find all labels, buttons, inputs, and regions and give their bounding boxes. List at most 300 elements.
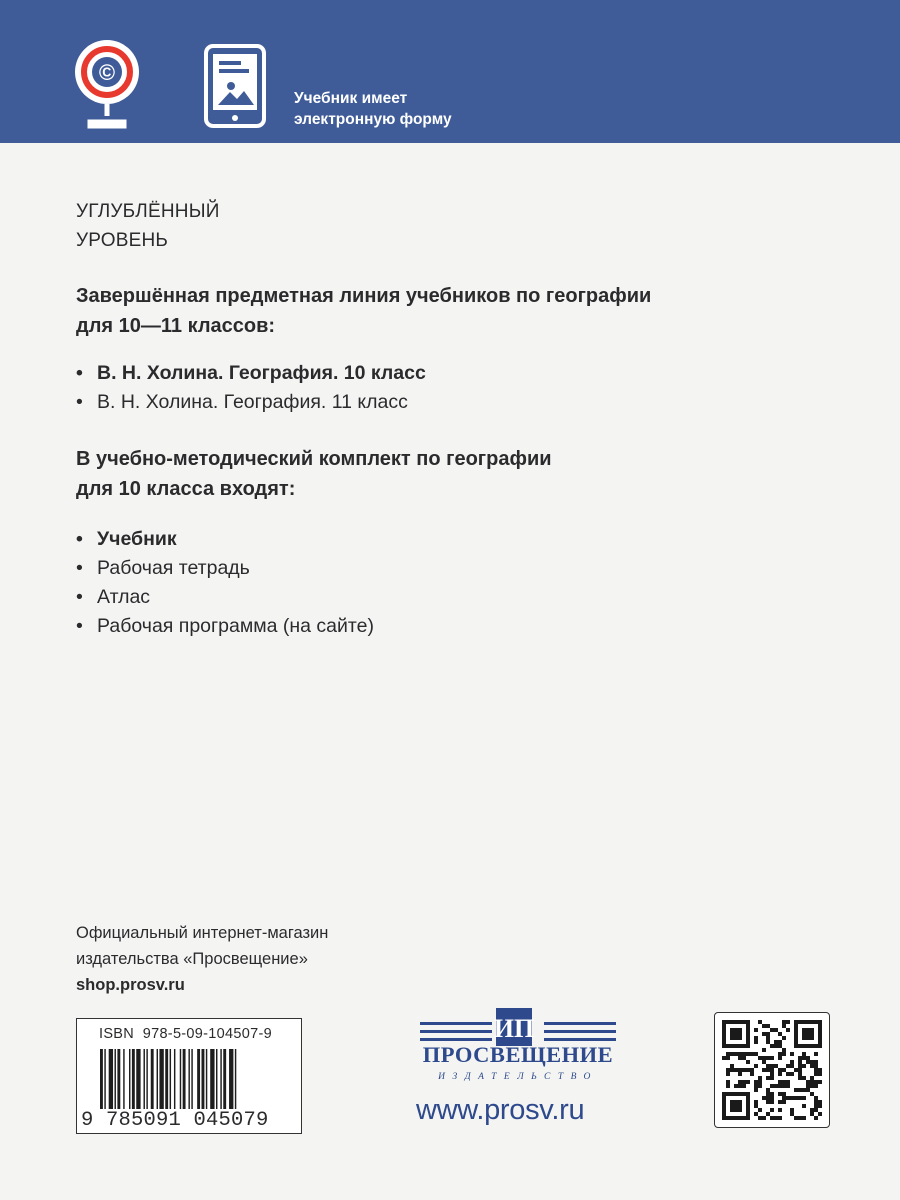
qr-module: [814, 1108, 818, 1112]
qr-module: [746, 1060, 750, 1064]
eform-line-2: электронную форму: [294, 111, 452, 128]
qr-module: [814, 1064, 818, 1068]
barcode-bar: [117, 1049, 120, 1109]
qr-module: [786, 1096, 790, 1100]
qr-module: [750, 1052, 754, 1056]
barcode-bar: [123, 1049, 124, 1109]
qr-module: [814, 1116, 818, 1120]
qr-module: [722, 1108, 726, 1112]
qr-module: [782, 1080, 786, 1084]
qr-module: [734, 1092, 738, 1096]
qr-code-icon: [722, 1020, 822, 1120]
qr-module: [818, 1100, 822, 1104]
textbook-line-heading-2: для 10—11 классов:: [76, 315, 276, 337]
qr-module: [818, 1072, 822, 1076]
qr-module: [798, 1064, 802, 1068]
barcode-bar: [146, 1049, 147, 1109]
qr-module: [802, 1044, 806, 1048]
qr-module: [730, 1028, 734, 1032]
barcode-bar: [206, 1049, 207, 1109]
qr-module: [778, 1084, 782, 1088]
qr-module: [794, 1096, 798, 1100]
qr-module: [762, 1068, 766, 1072]
qr-module: [754, 1040, 758, 1044]
qr-module: [766, 1112, 770, 1116]
list-item: [76, 359, 426, 388]
barcode-bar: [220, 1049, 221, 1109]
qr-module: [814, 1060, 818, 1064]
isbn-line: [99, 1026, 272, 1042]
barcode-bar: [191, 1049, 192, 1109]
qr-module: [726, 1056, 730, 1060]
qr-module: [762, 1048, 766, 1052]
barcode-bar: [159, 1049, 163, 1109]
qr-module: [818, 1104, 822, 1108]
barcode-bar: [210, 1049, 214, 1109]
qr-module: [722, 1100, 726, 1104]
qr-module: [770, 1028, 774, 1032]
qr-module: [778, 1032, 782, 1036]
qr-module: [790, 1096, 794, 1100]
barcode-bar: [104, 1049, 105, 1109]
qr-module: [814, 1080, 818, 1084]
qr-module: [738, 1032, 742, 1036]
qr-module: [778, 1100, 782, 1104]
publisher-name: ПРОСВЕЩЕНИЕ: [422, 1042, 614, 1067]
qr-module: [810, 1044, 814, 1048]
qr-module: [738, 1080, 742, 1084]
qr-module: [730, 1108, 734, 1112]
barcode-bar: [174, 1049, 175, 1109]
qr-module: [722, 1116, 726, 1120]
qr-module: [738, 1036, 742, 1040]
qr-module: [782, 1048, 786, 1052]
qr-module: [722, 1044, 726, 1048]
svg-text:©: ©: [98, 60, 116, 85]
qr-module: [738, 1052, 742, 1056]
qr-module: [766, 1036, 770, 1040]
barcode-bar: [129, 1049, 130, 1109]
qr-module: [722, 1032, 726, 1036]
qr-module: [810, 1036, 814, 1040]
qr-module: [774, 1064, 778, 1068]
qr-module: [770, 1064, 774, 1068]
qr-module: [762, 1024, 766, 1028]
qr-module: [782, 1084, 786, 1088]
qr-module: [778, 1092, 782, 1096]
qr-module: [798, 1096, 802, 1100]
qr-module: [806, 1020, 810, 1024]
qr-module: [754, 1028, 758, 1032]
qr-module: [738, 1104, 742, 1108]
publisher-logo-letters: ИП: [494, 1014, 534, 1043]
qr-module: [770, 1092, 774, 1096]
qr-module: [734, 1068, 738, 1072]
qr-module: [738, 1020, 742, 1024]
qr-module: [738, 1056, 742, 1060]
qr-module: [794, 1028, 798, 1032]
qr-module: [802, 1020, 806, 1024]
textbook-title: В. Н. Холина. География. 10 класс: [97, 362, 426, 384]
qr-module: [766, 1092, 770, 1096]
qr-module: [802, 1028, 806, 1032]
qr-module: [750, 1068, 754, 1072]
qr-module: [754, 1036, 758, 1040]
qr-module: [738, 1072, 742, 1076]
qr-module: [722, 1020, 726, 1024]
qr-module: [786, 1072, 790, 1076]
qr-module: [794, 1068, 798, 1072]
qr-module: [782, 1036, 786, 1040]
qr-module: [814, 1068, 818, 1072]
qr-module: [770, 1084, 774, 1088]
qr-module: [802, 1056, 806, 1060]
qr-module: [798, 1020, 802, 1024]
barcode-bar: [165, 1049, 168, 1109]
qr-module: [790, 1112, 794, 1116]
qr-module: [818, 1032, 822, 1036]
qr-module: [770, 1068, 774, 1072]
kit-item-label: Атлас: [97, 586, 151, 608]
qr-module: [734, 1020, 738, 1024]
qr-module: [722, 1092, 726, 1096]
qr-module: [806, 1060, 810, 1064]
textbook-line-heading: [76, 281, 651, 341]
list-item: [76, 554, 374, 583]
shop-line-2: издательства «Просвещение»: [76, 950, 308, 968]
eform-line-1: Учебник имеет: [294, 90, 408, 107]
qr-module: [734, 1036, 738, 1040]
qr-module: [810, 1108, 814, 1112]
qr-module: [770, 1096, 774, 1100]
qr-module: [746, 1108, 750, 1112]
qr-module: [738, 1108, 742, 1112]
qr-module: [746, 1024, 750, 1028]
qr-module: [722, 1056, 726, 1060]
qr-module: [730, 1116, 734, 1120]
qr-module: [754, 1080, 758, 1084]
qr-module: [766, 1024, 770, 1028]
qr-module: [818, 1036, 822, 1040]
qr-module: [742, 1052, 746, 1056]
qr-module: [798, 1116, 802, 1120]
barcode-bars-icon: [100, 1049, 290, 1109]
qr-module: [770, 1108, 774, 1112]
qr-module: [814, 1084, 818, 1088]
qr-module: [738, 1092, 742, 1096]
qr-module: [770, 1100, 774, 1104]
isbn-barcode: [76, 1018, 302, 1134]
qr-module: [810, 1020, 814, 1024]
qr-module: [754, 1064, 758, 1068]
qr-module: [798, 1056, 802, 1060]
qr-module: [778, 1044, 782, 1048]
qr-module: [770, 1076, 774, 1080]
qr-module: [774, 1116, 778, 1120]
open-circle-logo-icon: [68, 34, 146, 132]
qr-module: [750, 1072, 754, 1076]
barcode-bar: [136, 1049, 140, 1109]
barcode-bar: [235, 1049, 236, 1109]
qr-module: [798, 1060, 802, 1064]
qr-module: [734, 1084, 738, 1088]
barcode-bar: [109, 1049, 113, 1109]
qr-module: [794, 1088, 798, 1092]
qr-module: [786, 1080, 790, 1084]
qr-module: [742, 1084, 746, 1088]
qr-module: [818, 1044, 822, 1048]
qr-module: [762, 1096, 766, 1100]
list-item: [76, 388, 426, 417]
qr-module: [758, 1080, 762, 1084]
qr-module: [726, 1080, 730, 1084]
textbook-list: [76, 359, 426, 417]
qr-module: [786, 1028, 790, 1032]
qr-module: [814, 1044, 818, 1048]
qr-module: [798, 1088, 802, 1092]
qr-module: [726, 1068, 730, 1072]
qr-module: [766, 1068, 770, 1072]
qr-module: [778, 1040, 782, 1044]
barcode-bar: [223, 1049, 226, 1109]
qr-module: [766, 1076, 770, 1080]
qr-module: [794, 1032, 798, 1036]
ean-digits: 9 785091 045079: [81, 1109, 269, 1132]
qr-module: [766, 1032, 770, 1036]
list-item: [76, 583, 374, 612]
qr-module: [774, 1040, 778, 1044]
qr-module: [798, 1076, 802, 1080]
kit-list: [76, 525, 374, 641]
qr-module: [810, 1032, 814, 1036]
qr-module: [814, 1020, 818, 1024]
qr-module: [770, 1056, 774, 1060]
qr-module: [794, 1040, 798, 1044]
qr-module: [746, 1116, 750, 1120]
qr-module: [730, 1036, 734, 1040]
qr-module: [746, 1020, 750, 1024]
qr-module: [730, 1020, 734, 1024]
qr-module: [818, 1112, 822, 1116]
tablet-icon: [204, 44, 266, 128]
qr-module: [818, 1040, 822, 1044]
qr-module: [762, 1116, 766, 1120]
qr-module: [730, 1044, 734, 1048]
qr-module: [778, 1072, 782, 1076]
qr-module: [722, 1112, 726, 1116]
qr-module: [818, 1028, 822, 1032]
qr-module: [770, 1116, 774, 1120]
qr-module: [738, 1028, 742, 1032]
qr-module: [774, 1044, 778, 1048]
qr-module: [746, 1100, 750, 1104]
qr-module: [810, 1080, 814, 1084]
qr-module: [742, 1020, 746, 1024]
level-line-2: УРОВЕНЬ: [76, 230, 169, 251]
qr-module: [778, 1056, 782, 1060]
qr-module: [758, 1116, 762, 1120]
qr-module: [806, 1028, 810, 1032]
qr-module: [778, 1080, 782, 1084]
qr-module: [782, 1068, 786, 1072]
qr-module: [818, 1020, 822, 1024]
qr-module: [766, 1100, 770, 1104]
qr-module: [762, 1060, 766, 1064]
kit-heading-2: для 10 класса входят:: [76, 478, 296, 500]
qr-module: [742, 1044, 746, 1048]
barcode-bar: [100, 1049, 103, 1109]
qr-module: [722, 1028, 726, 1032]
qr-module: [758, 1076, 762, 1080]
qr-module: [762, 1032, 766, 1036]
kit-item-label: Учебник: [97, 528, 177, 550]
qr-module: [770, 1044, 774, 1048]
qr-module: [802, 1052, 806, 1056]
qr-module: [734, 1044, 738, 1048]
kit-heading: [76, 444, 552, 504]
qr-module: [754, 1088, 758, 1092]
shop-url-link[interactable]: shop.prosv.ru: [76, 976, 185, 994]
qr-module: [722, 1040, 726, 1044]
qr-module: [782, 1096, 786, 1100]
qr-module: [814, 1072, 818, 1076]
qr-module: [778, 1052, 782, 1056]
study-level: [76, 197, 220, 255]
qr-module: [754, 1100, 758, 1104]
textbook-line-heading-1: Завершённая предметная линия учебников по географии: [76, 285, 652, 307]
qr-module: [794, 1024, 798, 1028]
qr-module: [810, 1064, 814, 1068]
qr-module: [766, 1056, 770, 1060]
publisher-website-link[interactable]: www.prosv.ru: [416, 1094, 585, 1126]
qr-module: [758, 1056, 762, 1060]
qr-module: [802, 1116, 806, 1120]
qr-module: [802, 1032, 806, 1036]
list-item: [76, 525, 374, 554]
qr-module: [722, 1036, 726, 1040]
qr-module: [762, 1056, 766, 1060]
qr-module: [754, 1084, 758, 1088]
qr-module: [734, 1052, 738, 1056]
qr-module: [786, 1084, 790, 1088]
qr-module: [802, 1096, 806, 1100]
qr-module: [726, 1072, 730, 1076]
qr-module: [730, 1032, 734, 1036]
qr-module: [730, 1104, 734, 1108]
qr-module: [726, 1092, 730, 1096]
qr-module: [746, 1096, 750, 1100]
qr-module: [810, 1092, 814, 1096]
qr-module: [818, 1080, 822, 1084]
qr-module: [782, 1024, 786, 1028]
publisher-subtitle: ИЗДАТЕЛЬСТВО: [438, 1072, 598, 1082]
qr-module: [778, 1068, 782, 1072]
barcode-bar: [144, 1049, 145, 1109]
qr-module: [758, 1108, 762, 1112]
qr-module: [746, 1028, 750, 1032]
qr-module: [746, 1044, 750, 1048]
qr-module: [730, 1092, 734, 1096]
qr-code-frame: [714, 1012, 830, 1128]
bullet-icon: •: [76, 615, 83, 637]
qr-module: [746, 1068, 750, 1072]
qr-module: [774, 1084, 778, 1088]
qr-module: [738, 1084, 742, 1088]
qr-module: [794, 1036, 798, 1040]
qr-module: [734, 1116, 738, 1120]
qr-module: [746, 1092, 750, 1096]
barcode-bar: [183, 1049, 186, 1109]
qr-module: [746, 1052, 750, 1056]
bullet-icon: •: [76, 586, 83, 608]
electronic-form-note: [294, 88, 452, 130]
qr-module: [766, 1064, 770, 1068]
qr-module: [802, 1064, 806, 1068]
qr-module: [806, 1036, 810, 1040]
barcode-bar: [115, 1049, 116, 1109]
barcode-bar: [132, 1049, 135, 1109]
qr-module: [754, 1112, 758, 1116]
qr-module: [790, 1064, 794, 1068]
bullet-icon: •: [76, 391, 83, 413]
barcode-bar: [216, 1049, 217, 1109]
barcode-bar: [229, 1049, 233, 1109]
qr-module: [746, 1112, 750, 1116]
qr-module: [766, 1096, 770, 1100]
qr-module: [746, 1032, 750, 1036]
qr-module: [810, 1076, 814, 1080]
qr-module: [722, 1096, 726, 1100]
qr-module: [734, 1104, 738, 1108]
publisher-stripes: [420, 1020, 616, 1044]
qr-module: [730, 1064, 734, 1068]
qr-module: [802, 1036, 806, 1040]
isbn-label: ISBN: [99, 1026, 135, 1042]
qr-module: [794, 1044, 798, 1048]
barcode-bar: [151, 1049, 154, 1109]
qr-module: [818, 1024, 822, 1028]
qr-module: [726, 1052, 730, 1056]
list-item: [76, 612, 374, 641]
barcode-bar: [188, 1049, 189, 1109]
qr-module: [802, 1076, 806, 1080]
qr-module: [778, 1116, 782, 1120]
qr-module: [742, 1056, 746, 1060]
qr-module: [782, 1052, 786, 1056]
qr-module: [802, 1104, 806, 1108]
qr-module: [806, 1032, 810, 1036]
qr-module: [790, 1060, 794, 1064]
bullet-icon: •: [76, 557, 83, 579]
qr-module: [790, 1052, 794, 1056]
kit-item-label: Рабочая программа (на сайте): [97, 615, 374, 637]
barcode-bar: [180, 1049, 181, 1109]
qr-module: [758, 1084, 762, 1088]
qr-module: [814, 1104, 818, 1108]
qr-module: [786, 1020, 790, 1024]
qr-module: [806, 1084, 810, 1088]
qr-module: [810, 1112, 814, 1116]
isbn-number: 978-5-09-104507-9: [142, 1026, 272, 1042]
qr-module: [730, 1052, 734, 1056]
qr-module: [782, 1092, 786, 1096]
qr-module: [786, 1064, 790, 1068]
qr-module: [746, 1080, 750, 1084]
qr-module: [742, 1068, 746, 1072]
qr-module: [818, 1068, 822, 1072]
qr-module: [790, 1072, 794, 1076]
qr-module: [742, 1080, 746, 1084]
